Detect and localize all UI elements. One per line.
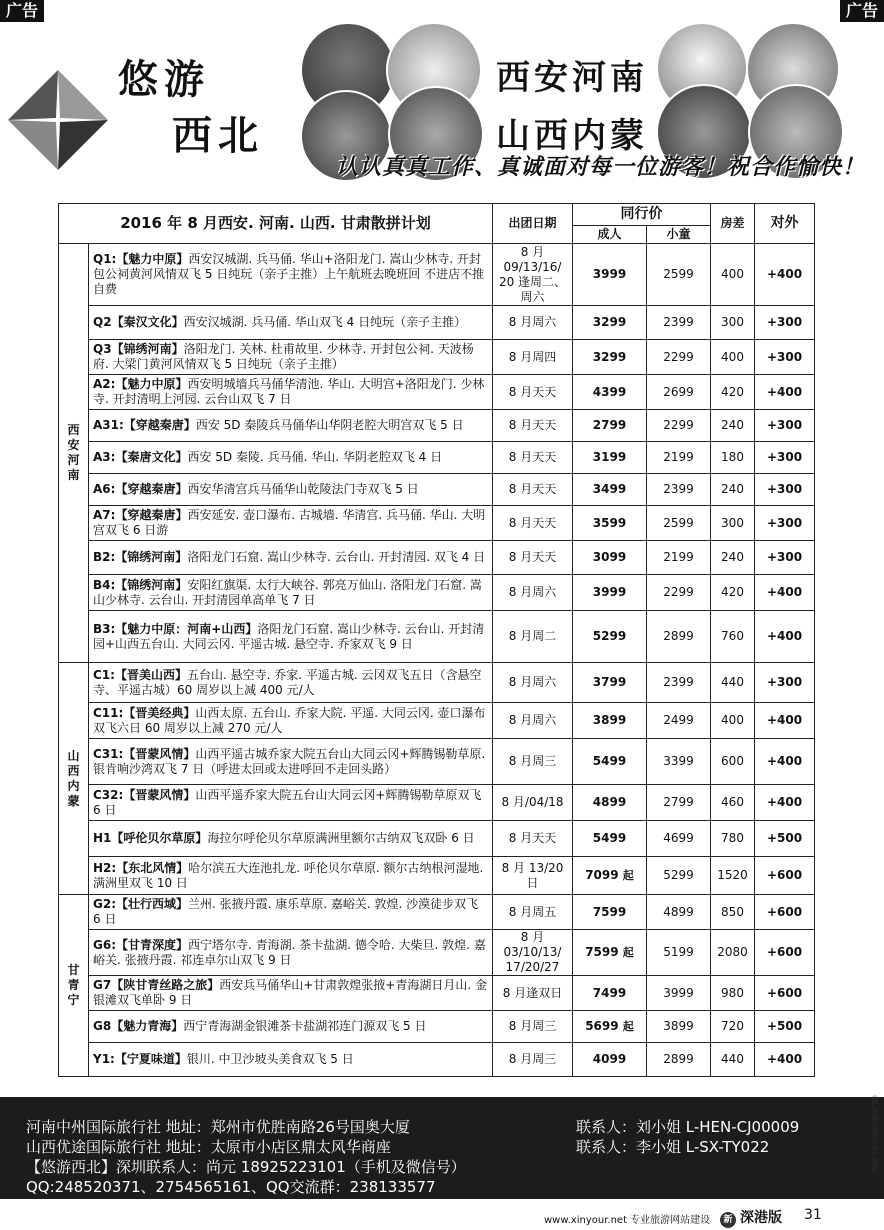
table-row	[59, 375, 815, 410]
website-text: www.xinyour.net 专业旅游网站建设	[544, 1215, 711, 1226]
child-price: 2199	[647, 541, 711, 575]
room-difference: 300	[711, 306, 755, 340]
departure-date: 8 月周六	[493, 575, 573, 611]
child-price: 2599	[647, 244, 711, 306]
adult-price	[573, 375, 647, 410]
table-row	[59, 474, 815, 506]
adult-price-value: 3999	[592, 267, 627, 281]
adult-price-value: 7599	[585, 945, 619, 959]
child-price: 5299	[647, 857, 711, 895]
table-row	[59, 663, 815, 703]
retail-markup: +500	[755, 1011, 815, 1043]
route-code: Q2	[93, 315, 112, 329]
adult-price-value: 4399	[592, 384, 627, 399]
route-itinerary: 兰州. 张掖丹霞. 康乐草原. 嘉峪关. 敦煌. 沙漠徒步双飞 6 日	[93, 897, 479, 926]
room-difference: 980	[711, 976, 755, 1011]
room-difference: 400	[711, 340, 755, 375]
table-row	[59, 703, 815, 739]
table-row	[59, 857, 815, 895]
room-difference: 240	[711, 474, 755, 506]
adult-price	[573, 739, 647, 785]
table-row	[59, 442, 815, 474]
table-row	[59, 739, 815, 785]
retail-markup: +300	[755, 442, 815, 474]
adult-price-value: 3199	[592, 450, 627, 464]
route-description	[89, 976, 493, 1011]
price-from-suffix: 起	[622, 1020, 634, 1033]
adult-price	[573, 442, 647, 474]
adult-price-value: 3299	[592, 315, 627, 329]
room-difference: 400	[711, 703, 755, 739]
header-date: 出团日期	[493, 204, 573, 244]
departure-date: 8 月天天	[493, 375, 573, 410]
room-difference: 850	[711, 895, 755, 930]
route-itinerary: 西安明城墙兵马俑华清池. 华山. 大明宫+洛阳龙门. 少林寺. 开封清明上河园. 云台山双飞 7 日	[93, 377, 485, 406]
table-row	[59, 541, 815, 575]
adult-price	[573, 1043, 647, 1077]
retail-markup: +400	[755, 375, 815, 410]
retail-markup: +300	[755, 474, 815, 506]
route-code: C1:	[93, 667, 115, 682]
route-itinerary: 洛阳龙门. 关林. 杜甫故里. 少林寺. 开封包公祠. 天波杨府. 大梁门黄河风情双飞 5 日纯玩（亲子主推）	[93, 342, 474, 371]
table-row	[59, 785, 815, 821]
route-description	[89, 1043, 493, 1077]
room-difference: 2080	[711, 930, 755, 976]
adult-price	[573, 340, 647, 375]
child-price: 4699	[647, 821, 711, 857]
departure-date: 8 月周六	[493, 703, 573, 739]
adult-price	[573, 506, 647, 541]
side-note: 此广告图文均由客户提供	[871, 1095, 879, 1172]
retail-markup: +300	[755, 410, 815, 442]
brand-line-1: 悠游	[118, 56, 210, 103]
adult-price	[573, 821, 647, 857]
route-itinerary: 海拉尔呼伦贝尔草原满洲里额尔古纳双飞双卧 6 日	[207, 831, 475, 845]
child-price: 2299	[647, 575, 711, 611]
departure-date: 8 月周五	[493, 895, 573, 930]
route-code: B2:	[93, 550, 116, 564]
footer-line-1	[26, 1117, 800, 1137]
route-code: C32:	[93, 787, 124, 802]
agency-henan: 河南中州国际旅行社 地址：郑州市优胜南路26号国奥大厦	[26, 1118, 410, 1136]
route-itinerary: 西宁青海湖金银滩茶卡盐湖祁连门源双飞 5 日	[183, 1019, 427, 1033]
retail-markup: +400	[755, 575, 815, 611]
adult-price-value: 3799	[592, 675, 627, 689]
route-description	[89, 739, 493, 785]
table-row	[59, 410, 815, 442]
child-price: 3999	[647, 976, 711, 1011]
ad-label-right: 广告	[840, 0, 884, 22]
table-row	[59, 575, 815, 611]
adult-price-value: 4899	[592, 795, 627, 809]
departure-date: 8 月天天	[493, 821, 573, 857]
banner	[0, 22, 884, 200]
child-price: 2399	[647, 663, 711, 703]
retail-markup: +400	[755, 785, 815, 821]
route-code: A6:	[93, 482, 116, 496]
adult-price	[573, 857, 647, 895]
route-name: 【穿越秦唐】	[115, 508, 188, 522]
room-difference: 1520	[711, 857, 755, 895]
adult-price-value: 5499	[592, 754, 627, 768]
adult-price	[573, 703, 647, 739]
route-description	[89, 340, 493, 375]
child-price: 5199	[647, 930, 711, 976]
agency-shanxi: 山西优途国际旅行社 地址：太原市小店区鼎太风华商座	[26, 1138, 391, 1156]
table-row	[59, 976, 815, 1011]
adult-price	[573, 410, 647, 442]
tour-schedule-table	[58, 203, 815, 1077]
route-description	[89, 375, 493, 410]
footer	[0, 1097, 884, 1199]
route-itinerary: 西安兵马俑华山+甘肃敦煌张掖+青海湖日月山. 金银滩双飞单卧 9 日	[93, 978, 487, 1007]
table-title: 2016 年 8 月西安. 河南. 山西. 甘肃散拼计划	[59, 204, 493, 244]
departure-date: 8 月周三	[493, 739, 573, 785]
route-name: 【晋蒙风情】	[123, 746, 196, 761]
child-price: 2899	[647, 611, 711, 663]
route-description	[89, 442, 493, 474]
adult-price	[573, 306, 647, 340]
child-price: 2699	[647, 375, 711, 410]
footer-line-4: QQ:248520371、2754565161、QQ交流群：238133577	[26, 1178, 436, 1196]
route-itinerary: 洛阳龙门石窟. 嵩山少林寺. 云台山. 开封清园+山西五台山. 大同云冈. 平遥古城. 悬空寺. 乔家双飞 9 日	[93, 621, 485, 651]
route-name: 【穿越秦唐】	[115, 482, 188, 496]
table-row	[59, 1011, 815, 1043]
route-itinerary: 哈尔滨五大连池扎龙. 呼伦贝尔草原. 额尔古纳根河湿地. 满洲里双飞 10 日	[93, 860, 484, 890]
adult-price	[573, 930, 647, 976]
route-itinerary: 山西太原. 五台山. 乔家大院. 平遥. 大同云冈. 壶口瀑布双飞六日 60 周岁以上减 270 元/人	[93, 705, 486, 735]
region-label: 甘青宁	[59, 895, 89, 1077]
seal-icon: 新	[720, 1212, 736, 1228]
route-code: G7	[93, 978, 112, 992]
departure-date: 8 月周三	[493, 1043, 573, 1077]
route-code: A3:	[93, 450, 116, 464]
route-name: 【锦绣河南】	[111, 342, 184, 356]
route-itinerary: 西安华清宫兵马俑华山乾陵法门寺双飞 5 日	[187, 482, 419, 496]
room-difference: 440	[711, 663, 755, 703]
adult-price-value: 3899	[592, 713, 627, 727]
route-itinerary: 山西平遥古城乔家大院五台山大同云冈+辉腾锡勒草原. 银肯响沙湾双飞 7 日（呼进太回或太进呼回不走回头路）	[93, 746, 486, 776]
retail-markup: +500	[755, 821, 815, 857]
room-difference: 300	[711, 506, 755, 541]
room-difference: 400	[711, 244, 755, 306]
retail-markup: +300	[755, 306, 815, 340]
departure-date: 8 月周二	[493, 611, 573, 663]
route-code: G2:	[93, 897, 116, 911]
route-description	[89, 785, 493, 821]
route-name: 【魅力中原】	[116, 252, 189, 266]
child-price: 4899	[647, 895, 711, 930]
room-difference: 760	[711, 611, 755, 663]
price-from-suffix: 起	[622, 869, 634, 882]
route-itinerary: 西安汉城湖. 兵马俑. 华山双飞 4 日纯玩（亲子主推）	[183, 315, 467, 329]
adult-price	[573, 244, 647, 306]
route-code: Q3	[93, 342, 112, 356]
route-itinerary: 西安 5D 秦陵. 兵马俑. 华山. 华阴老腔双飞 4 日	[187, 450, 443, 464]
room-difference: 180	[711, 442, 755, 474]
route-description	[89, 410, 493, 442]
edition-text: 深港版	[740, 1210, 782, 1226]
route-name: 【晋美山西】	[114, 667, 187, 682]
child-price: 2399	[647, 474, 711, 506]
route-name: 【晋蒙风情】	[123, 787, 196, 802]
child-price: 2299	[647, 340, 711, 375]
departure-date: 8 月逢双日	[493, 976, 573, 1011]
route-description	[89, 895, 493, 930]
route-itinerary: 山西平遥乔家大院五台山大同云冈+辉腾锡勒草原双飞 6 日	[93, 787, 482, 817]
retail-markup: +600	[755, 895, 815, 930]
departure-date: 8 月天天	[493, 410, 573, 442]
departure-date: 8 月 09/13/16/ 20 逢周二、周六	[493, 244, 573, 306]
departure-date: 8 月 03/10/13/ 17/20/27	[493, 930, 573, 976]
adult-price	[573, 541, 647, 575]
adult-price	[573, 1011, 647, 1043]
retail-markup: +400	[755, 739, 815, 785]
route-name: 【锦绣河南】	[115, 577, 188, 592]
route-code: Q1:	[93, 252, 117, 266]
child-price: 2599	[647, 506, 711, 541]
room-difference: 460	[711, 785, 755, 821]
departure-date: 8 月周六	[493, 306, 573, 340]
adult-price-value: 3099	[592, 550, 627, 564]
route-description	[89, 474, 493, 506]
room-difference: 420	[711, 375, 755, 410]
table-row	[59, 1043, 815, 1077]
departure-date: 8 月周六	[493, 663, 573, 703]
adult-price	[573, 575, 647, 611]
adult-price-value: 3299	[592, 349, 627, 364]
footer-line-3: 【悠游西北】深圳联系人：尚元 18925223101（手机及微信号）	[26, 1158, 466, 1176]
route-code: H2:	[93, 860, 117, 875]
route-description	[89, 857, 493, 895]
table-row	[59, 821, 815, 857]
route-description	[89, 663, 493, 703]
route-itinerary: 西安 5D 秦陵兵马俑华山华阴老腔大明宫双飞 5 日	[195, 418, 464, 432]
child-price: 2199	[647, 442, 711, 474]
route-code: H1	[93, 831, 112, 845]
adult-price	[573, 474, 647, 506]
header-child: 小童	[647, 226, 711, 244]
route-name: 【秦唐文化】	[115, 450, 188, 464]
route-name: 【穿越秦唐】	[123, 418, 196, 432]
route-description	[89, 611, 493, 663]
route-name: 【晋美经典】	[123, 705, 196, 720]
region-label: 山西内蒙	[59, 663, 89, 895]
destination-line-1: 西安河南	[496, 58, 648, 98]
destination-line-2: 山西内蒙	[496, 116, 648, 156]
departure-date: 8 月天天	[493, 506, 573, 541]
adult-price-value: 2799	[592, 418, 627, 432]
child-price: 2399	[647, 306, 711, 340]
route-code: C11:	[93, 705, 124, 720]
room-difference: 780	[711, 821, 755, 857]
contact-henan: 联系人：刘小姐 L-HEN-CJ00009	[576, 1118, 800, 1136]
adult-price-value: 7099	[585, 868, 619, 882]
retail-markup: +300	[755, 663, 815, 703]
header-adult: 成人	[573, 226, 647, 244]
departure-date: 8 月/04/18	[493, 785, 573, 821]
table-row	[59, 895, 815, 930]
room-difference: 720	[711, 1011, 755, 1043]
adult-price	[573, 611, 647, 663]
adult-price-value: 7499	[592, 985, 627, 1000]
room-difference: 440	[711, 1043, 755, 1077]
page-number: 31	[804, 1207, 822, 1223]
route-name: 【魅力中原：河南+山西】	[115, 621, 258, 636]
retail-markup: +400	[755, 1043, 815, 1077]
route-itinerary: 五台山. 悬空寺. 乔家. 平遥古城. 云冈双飞五日（含悬空寺、平遥古城）60 周岁以上减 400 元/人	[93, 667, 482, 697]
room-difference: 240	[711, 410, 755, 442]
route-itinerary: 西宁塔尔寺. 青海湖. 茶卡盐湖. 德令哈. 大柴旦. 敦煌. 嘉峪关. 张掖丹霞. 祁连卓尔山双飞 9 日	[93, 937, 486, 967]
child-price: 2299	[647, 410, 711, 442]
route-name: 【魅力中原】	[115, 377, 188, 391]
route-code: C31:	[93, 746, 124, 761]
route-name: 【魅力青海】	[111, 1019, 184, 1033]
header-retail: 对外	[755, 204, 815, 244]
table-row	[59, 506, 815, 541]
contact-shanxi: 联系人：李小姐 L-SX-TY022	[576, 1138, 770, 1156]
route-description	[89, 306, 493, 340]
route-name: 【锦绣河南】	[115, 550, 188, 564]
route-name: 【陕甘青丝路之旅】	[111, 978, 220, 992]
route-description	[89, 821, 493, 857]
footer-line-2	[26, 1137, 770, 1157]
route-code: B4:	[93, 577, 116, 592]
route-code: G8	[93, 1019, 112, 1033]
route-description	[89, 703, 493, 739]
table-row	[59, 611, 815, 663]
table-row	[59, 244, 815, 306]
departure-date: 8 月天天	[493, 442, 573, 474]
kite-logo-icon	[8, 70, 108, 170]
child-price: 2499	[647, 703, 711, 739]
route-name: 【甘青深度】	[116, 937, 189, 952]
route-description	[89, 541, 493, 575]
retail-markup: +400	[755, 244, 815, 306]
table-row	[59, 340, 815, 375]
route-code: G6:	[93, 937, 116, 952]
adult-price-value: 3499	[592, 482, 627, 496]
route-name: 【东北风情】	[116, 860, 189, 875]
adult-price-value: 5699	[585, 1019, 619, 1033]
route-code: A7:	[93, 508, 116, 522]
route-name: 【壮行西域】	[116, 897, 189, 911]
adult-price-value: 4099	[592, 1052, 627, 1066]
retail-markup: +600	[755, 857, 815, 895]
adult-price	[573, 976, 647, 1011]
route-description	[89, 575, 493, 611]
route-name: 【宁夏味道】	[114, 1052, 187, 1066]
retail-markup: +300	[755, 340, 815, 375]
route-name: 【秦汉文化】	[111, 315, 184, 329]
adult-price	[573, 785, 647, 821]
route-description	[89, 1011, 493, 1043]
adult-price-value: 3999	[592, 585, 627, 599]
adult-price-value: 7599	[592, 904, 627, 919]
route-itinerary: 西安汉城湖. 兵马俑. 华山+洛阳龙门. 嵩山少林寺. 开封包公祠黄河风情双飞 5 日纯玩（亲子主推）上午航班去晚班回 不进店不推自费	[93, 252, 485, 296]
edition-label	[720, 1207, 782, 1228]
route-description	[89, 244, 493, 306]
page-bottom	[0, 1199, 884, 1230]
retail-markup: +600	[755, 976, 815, 1011]
route-code: Y1:	[93, 1052, 115, 1066]
brand-line-2: 西北	[172, 112, 264, 159]
route-itinerary: 银川. 中卫沙坡头美食双飞 5 日	[186, 1052, 354, 1066]
child-price: 3399	[647, 739, 711, 785]
route-itinerary: 洛阳龙门石窟. 嵩山少林寺. 云台山. 开封清园. 双飞 4 日	[187, 550, 486, 564]
retail-markup: +300	[755, 541, 815, 575]
adult-price	[573, 895, 647, 930]
retail-markup: +300	[755, 506, 815, 541]
price-from-suffix: 起	[622, 946, 634, 959]
room-difference: 600	[711, 739, 755, 785]
departure-date: 8 月天天	[493, 541, 573, 575]
child-price: 2799	[647, 785, 711, 821]
departure-date: 8 月周四	[493, 340, 573, 375]
table-row	[59, 306, 815, 340]
departure-date: 8 月周三	[493, 1011, 573, 1043]
route-itinerary: 西安延安. 壶口瀑布. 古城墙. 华清宫. 兵马俑. 华山. 大明宫双飞 6 日游	[93, 508, 486, 537]
room-difference: 420	[711, 575, 755, 611]
ad-label-left: 广告	[0, 0, 44, 22]
route-description	[89, 506, 493, 541]
adult-price-value: 3599	[592, 515, 627, 530]
region-label: 西安 河南	[59, 244, 89, 663]
route-itinerary: 安阳红旗渠. 太行大峡谷. 郭亮万仙山. 洛阳龙门石窟. 嵩山少林寺. 云台山. 开封清园单高单飞 7 日	[93, 577, 482, 607]
adult-price-value: 5499	[592, 831, 627, 845]
header-peer-price: 同行价	[573, 204, 711, 226]
route-description	[89, 930, 493, 976]
adult-price-value: 5299	[592, 629, 627, 643]
route-code: A2:	[93, 377, 116, 391]
table-row	[59, 930, 815, 976]
retail-markup: +400	[755, 703, 815, 739]
adult-price	[573, 663, 647, 703]
child-price: 3899	[647, 1011, 711, 1043]
route-name: 【呼伦贝尔草原】	[111, 831, 208, 845]
route-code: B3:	[93, 621, 116, 636]
departure-date: 8 月天天	[493, 474, 573, 506]
departure-date: 8 月 13/20 日	[493, 857, 573, 895]
retail-markup: +600	[755, 930, 815, 976]
child-price: 2899	[647, 1043, 711, 1077]
route-code: A31:	[93, 418, 124, 432]
retail-markup: +400	[755, 611, 815, 663]
header-room-diff: 房差	[711, 204, 755, 244]
slogan: 认认真真工作、真诚面对每一位游客！祝合作愉快！	[336, 155, 866, 180]
room-difference: 240	[711, 541, 755, 575]
